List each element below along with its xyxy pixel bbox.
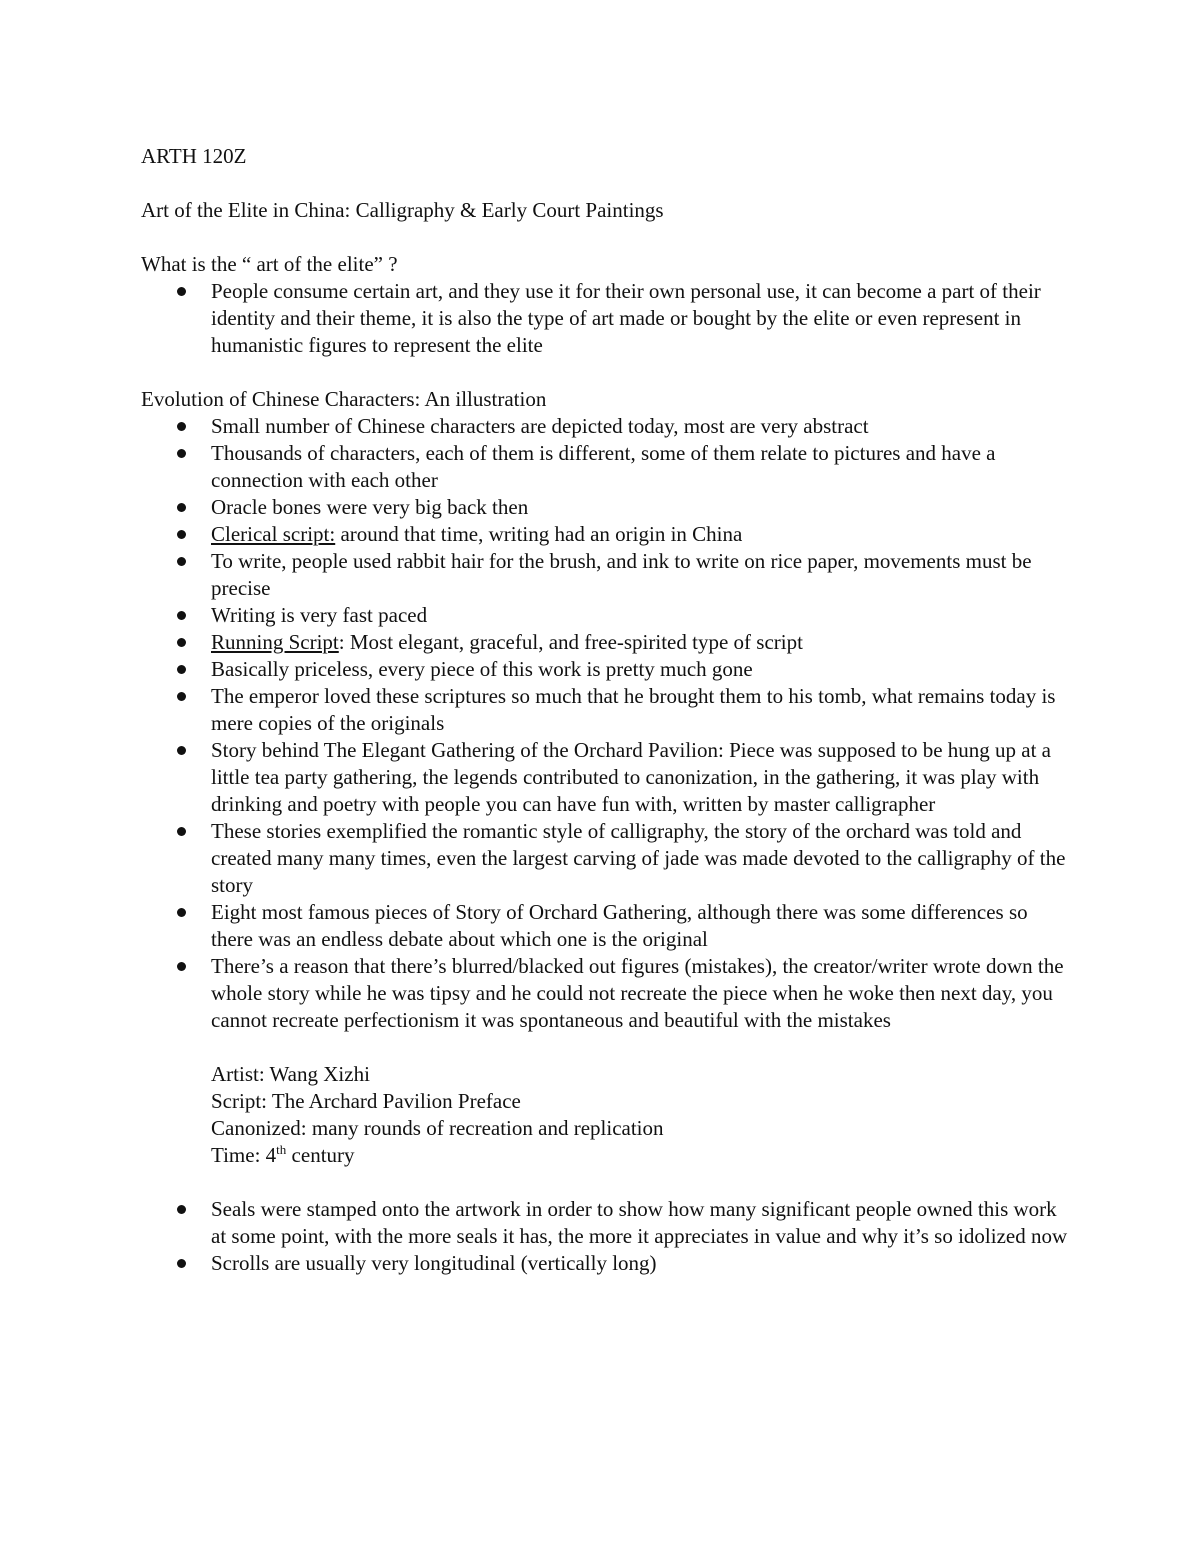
bullet-icon xyxy=(177,611,186,620)
list-item: Thousands of characters, each of them is different, some of them relate to pictures and have a connection with each other xyxy=(211,440,1071,494)
list-item: Running Script: Most elegant, graceful, and free-spirited type of script xyxy=(211,629,1071,656)
term-clerical-script: Clerical script: xyxy=(211,522,336,546)
blank-line xyxy=(141,170,1071,197)
blank-line xyxy=(141,359,1071,386)
document-body xyxy=(141,143,1071,1277)
bullet-icon xyxy=(177,692,186,701)
lecture-title: Art of the Elite in China: Calligraphy & Early Court Paintings xyxy=(141,198,664,222)
bullet-icon xyxy=(177,908,186,917)
bullet-icon xyxy=(177,827,186,836)
artwork-script: Script: The Archard Pavilion Preface xyxy=(211,1089,521,1113)
list-item: Clerical script: around that time, writing had an origin in China xyxy=(211,521,1071,548)
bullet-list-seals-scrolls xyxy=(141,1196,1071,1277)
bullet-icon xyxy=(177,530,186,539)
bullet-icon xyxy=(177,962,186,971)
list-item: To write, people used rabbit hair for the brush, and ink to write on rice paper, movements must be precise xyxy=(211,548,1071,602)
list-item: These stories exemplified the romantic style of calligraphy, the story of the orchard was told and created many many times, even the largest carving of jade was made devoted to the calligraphy of the story xyxy=(211,818,1071,899)
bullet-icon xyxy=(177,746,186,755)
list-item: Seals were stamped onto the artwork in order to show how many significant people owned this work at some point, with the more seals it has, the more it appreciates in value and why it’s so idolized now xyxy=(211,1196,1071,1250)
list-item: Small number of Chinese characters are depicted today, most are very abstract xyxy=(211,413,1071,440)
list-item: Oracle bones were very big back then xyxy=(211,494,1071,521)
bullet-list-art-of-elite xyxy=(141,278,1071,359)
course-code: ARTH 120Z xyxy=(141,144,247,168)
bullet-list-evolution xyxy=(141,413,1071,1034)
bullet-icon xyxy=(177,557,186,566)
list-item: Writing is very fast paced xyxy=(211,602,1071,629)
list-item: Eight most famous pieces of Story of Orchard Gathering, although there was some differences so there was an endless debate about which one is the original xyxy=(211,899,1071,953)
bullet-icon xyxy=(177,503,186,512)
bullet-icon xyxy=(177,638,186,647)
list-item: There’s a reason that there’s blurred/blacked out figures (mistakes), the creator/writer wrote down the whole story while he was tipsy and he could not recreate the piece when he woke then next day, you cannot recreate perfectionism it was spontaneous and beautiful with the mistakes xyxy=(211,953,1071,1034)
list-item: The emperor loved these scriptures so much that he brought them to his tomb, what remains today is mere copies of the originals xyxy=(211,683,1071,737)
bullet-icon xyxy=(177,665,186,674)
bullet-icon xyxy=(177,449,186,458)
list-item: People consume certain art, and they use it for their own personal use, it can become a part of their identity and their theme, it is also the type of art made or bought by the elite or even represent in humanistic figures to represent the elite xyxy=(211,278,1071,359)
bullet-icon xyxy=(177,287,186,296)
bullet-icon xyxy=(177,422,186,431)
bullet-icon xyxy=(177,1205,186,1214)
list-item: Basically priceless, every piece of this work is pretty much gone xyxy=(211,656,1071,683)
artwork-info xyxy=(141,1061,1071,1169)
bullet-icon xyxy=(177,1259,186,1268)
section-heading-evolution: Evolution of Chinese Characters: An illustration xyxy=(141,387,547,411)
list-item: Scrolls are usually very longitudinal (vertically long) xyxy=(211,1250,1071,1277)
blank-line xyxy=(141,224,1071,251)
blank-line xyxy=(141,1034,1071,1061)
term-running-script: Running Script xyxy=(211,630,339,654)
artwork-artist: Artist: Wang Xizhi xyxy=(211,1062,370,1086)
blank-line xyxy=(141,1169,1071,1196)
list-item: Story behind The Elegant Gathering of the Orchard Pavilion: Piece was supposed to be hung up at a little tea party gathering, the legends contributed to canonization, in the gathering, it was play with drinking and poetry with people you can have fun with, written by master calligrapher xyxy=(211,737,1071,818)
artwork-time: Time: 4th century xyxy=(211,1142,355,1167)
section-heading-art-of-elite: What is the “ art of the elite” ? xyxy=(141,252,398,276)
artwork-canonized: Canonized: many rounds of recreation and replication xyxy=(211,1116,664,1140)
